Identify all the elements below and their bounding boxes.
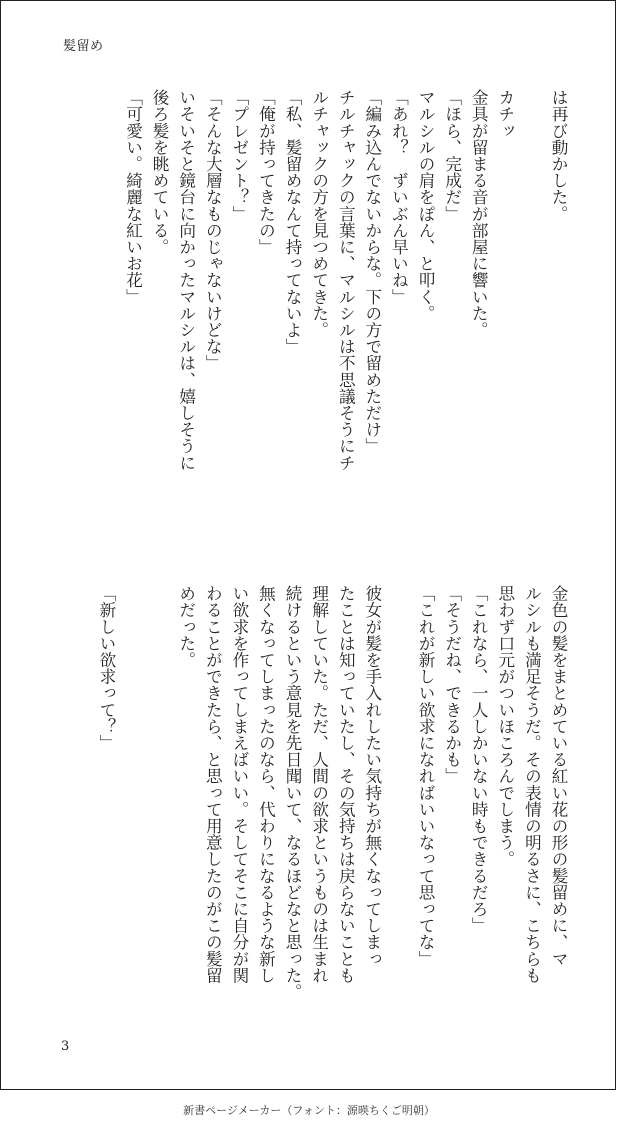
text-line: カチッ: [495, 89, 515, 139]
text-line: ルシルも満足そうだ。その表情の明るさに、こちらも: [522, 585, 542, 984]
text-line: 「俺が持ってきたの」: [256, 89, 276, 255]
text-line: 「新しい欲求って？」: [96, 585, 116, 751]
text-line: 「編み込んでないからな。下の方で留めただけ」: [362, 89, 382, 455]
text-line: は再び動かした。: [549, 89, 568, 222]
text-line: たことは知っていたし、その気持ちは戻らないことも: [336, 585, 356, 984]
text-line: 理解していた。ただ、人間の欲求というものは生まれ: [309, 585, 329, 984]
text-line: 無くなってしまったのなら、代わりになるような新し: [256, 585, 276, 984]
page-number: 3: [61, 1039, 70, 1054]
text-line: 「ほら、完成だ」: [442, 89, 462, 222]
text-line: チルチャックの言葉に、マルシルは不思議そうにチ: [336, 89, 356, 471]
text-line: [119, 585, 146, 1025]
text-line: ルチャックの方を見つめてきた。: [309, 89, 329, 338]
lower-text-block: [92, 585, 571, 1025]
upper-text-block: [119, 89, 571, 529]
text-line: 「あれ？ ずいぶん早いね」: [389, 89, 409, 305]
text-line: 思わず口元がついほころんでしまう。: [495, 585, 515, 868]
text-line: 「私、髪留めなんて持ってないよ」: [283, 89, 303, 355]
text-line: 「そうだね、できるかも」: [442, 585, 462, 785]
text-line: 「可愛い。綺麗な紅いお花」: [123, 89, 143, 305]
text-line: [146, 585, 173, 1025]
text-line: [385, 585, 412, 1025]
text-line: 「これなら、一人しかいない時もできるだろ」: [469, 585, 489, 934]
running-header: 髪留め: [63, 39, 104, 54]
text-line: 「そんな大層なものじゃないけどな」: [203, 89, 223, 372]
text-line: 「プレゼント？」: [229, 89, 249, 222]
footer-credit: 新書ページメーカー（フォント：源暎ちくご明朝）: [183, 1104, 435, 1117]
text-line: めだった。: [176, 585, 196, 668]
text-line: 後ろ髪を眺めている。: [150, 89, 170, 255]
text-line: い欲求を作ってしまえばいい。そしてそこに自分が関: [229, 585, 249, 984]
text-line: 続けるという意見を先日聞いて、なるほどなと思った。: [283, 585, 303, 1000]
text-line: [518, 89, 545, 529]
text-line: 金色の髪をまとめている紅い花の形の髪留めに、マ: [549, 585, 568, 967]
text-line: 彼女が髪を手入れしたい気持ちが無くなってしまっ: [362, 585, 382, 967]
text-line: 「これが新しい欲求になればいいなって思ってな」: [416, 585, 436, 967]
text-line: わることができたら、と思って用意したのがこの髪留: [203, 585, 223, 984]
text-line: 金具が留まる音が部屋に響いた。: [469, 89, 489, 338]
text-line: いそいそと鏡台に向かったマルシルは、嬉しそうに: [176, 89, 196, 471]
text-line: マルシルの肩をぽん、と叩く。: [416, 89, 436, 322]
